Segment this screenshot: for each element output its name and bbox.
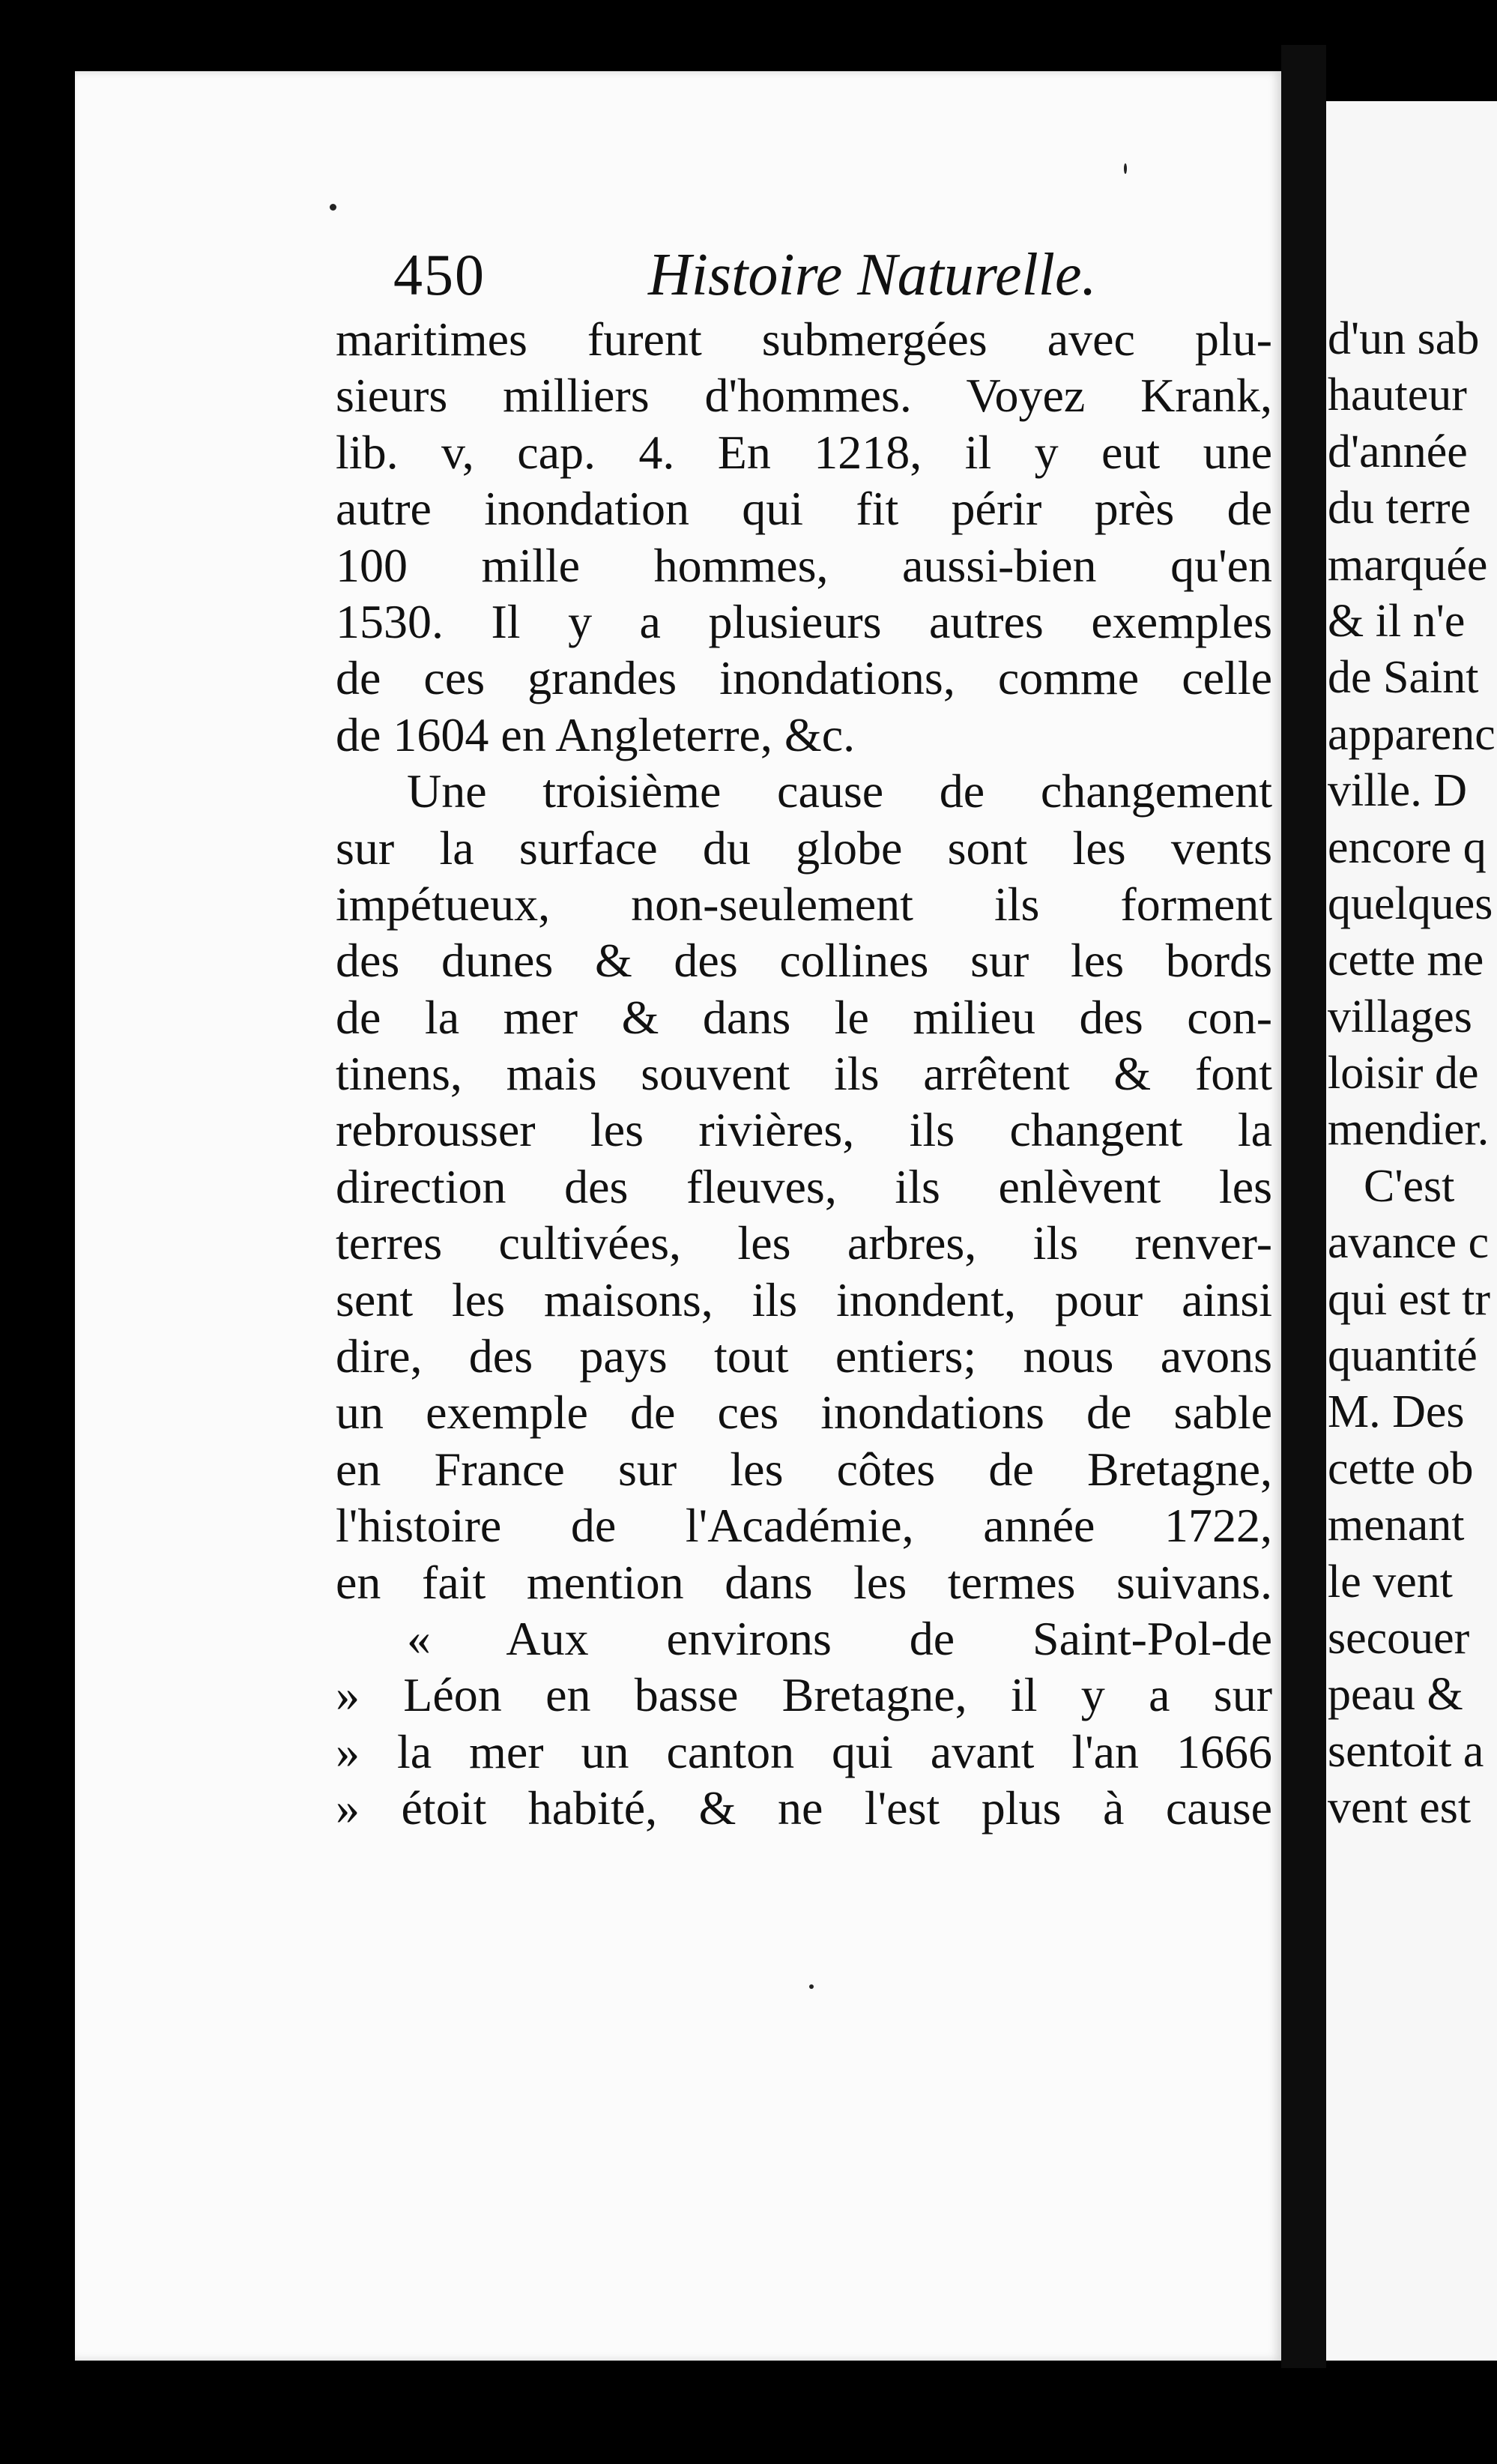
text-line: menant	[1328, 1500, 1465, 1551]
text-line: avance c	[1328, 1217, 1490, 1269]
text-line: M. Des	[1328, 1386, 1465, 1438]
text-line: de 1604 en Angleterre, &c.	[336, 707, 856, 761]
text-line: vent est	[1328, 1782, 1472, 1834]
quote-line: « Aux environs de Saint-Pol-de	[407, 1611, 1272, 1665]
dust-speck	[809, 1984, 814, 1989]
text-line: de Saint	[1328, 652, 1479, 704]
text-line: des dunes & des collines sur les bords	[336, 934, 1272, 988]
text-line: hauteur	[1328, 369, 1467, 421]
left-page-text	[336, 311, 1272, 1837]
text-line: maritimes furent submergées avec plu-	[336, 312, 1272, 366]
text-line: en France sur les côtes de Bretagne,	[336, 1442, 1272, 1496]
text-line: qui est tr	[1328, 1273, 1490, 1325]
text-line: du terre	[1328, 483, 1472, 534]
text-line: villages	[1328, 991, 1472, 1042]
text-line: secouer	[1328, 1612, 1470, 1664]
text-line: Une troisième cause de changement	[407, 764, 1272, 818]
page-number: 450	[393, 242, 486, 307]
text-line: encore q	[1328, 821, 1487, 873]
text-line: autre inondation qui fit périr près de	[336, 482, 1272, 536]
text-line: impétueux, non-seulement ils forment	[336, 877, 1272, 931]
text-line: quelques	[1328, 878, 1493, 929]
text-line: un exemple de ces inondations de sable	[336, 1386, 1272, 1440]
text-line: & il n'e	[1328, 595, 1466, 647]
text-line: sent les maisons, ils inondent, pour ainsi	[336, 1272, 1272, 1326]
text-line: loisir de	[1328, 1048, 1479, 1099]
text-line: direction des fleuves, ils enlèvent les	[336, 1159, 1272, 1213]
book-gutter	[1281, 45, 1326, 2368]
text-line: ville. D	[1328, 765, 1467, 817]
right-page-text	[1326, 311, 1497, 1837]
text-line: sur la surface du globe sont les vents	[336, 821, 1272, 875]
text-line: de la mer & dans le milieu des con-	[336, 990, 1272, 1044]
dust-speck	[1124, 163, 1127, 174]
quote-line: » étoit habité, & ne l'est plus à cause	[336, 1781, 1272, 1835]
text-line: peau &	[1328, 1669, 1463, 1721]
text-line: sieurs milliers d'hommes. Voyez Krank,	[336, 369, 1272, 423]
running-title: Histoire Naturelle.	[648, 242, 1097, 308]
text-line: d'un sab	[1328, 313, 1480, 364]
text-line: l'histoire de l'Académie, année 1722,	[336, 1499, 1272, 1553]
text-line: le vent	[1328, 1556, 1453, 1607]
quote-line: » Léon en basse Bretagne, il y a sur	[336, 1668, 1272, 1722]
text-line: quantité	[1328, 1330, 1478, 1382]
text-line: en fait mention dans les termes suivans.	[336, 1555, 1272, 1609]
text-line: de ces grandes inondations, comme celle	[336, 651, 1272, 705]
text-line: tinens, mais souvent ils arrêtent & font	[336, 1047, 1272, 1101]
text-line: terres cultivées, les arbres, ils renver-	[336, 1216, 1272, 1270]
text-line: 1530. Il y a plusieurs autres exemples	[336, 594, 1272, 648]
dust-speck	[330, 204, 336, 211]
text-line: dire, des pays tout entiers; nous avons	[336, 1329, 1272, 1383]
quote-line: » la mer un canton qui avant l'an 1666	[336, 1724, 1272, 1778]
text-line: C'est	[1364, 1160, 1455, 1212]
text-line: sentoit a	[1328, 1725, 1484, 1777]
text-line: marquée	[1328, 539, 1488, 591]
text-line: lib. v, cap. 4. En 1218, il y eut une	[336, 425, 1272, 479]
text-line: mendier.	[1328, 1104, 1490, 1156]
text-line: cette ob	[1328, 1443, 1474, 1494]
text-line: cette me	[1328, 934, 1484, 986]
text-line: 100 mille hommes, aussi-bien qu'en	[336, 538, 1272, 592]
text-line: d'année	[1328, 426, 1468, 477]
text-line: apparenc	[1328, 708, 1496, 760]
text-line: rebrousser les rivières, ils changent la	[336, 1103, 1272, 1157]
